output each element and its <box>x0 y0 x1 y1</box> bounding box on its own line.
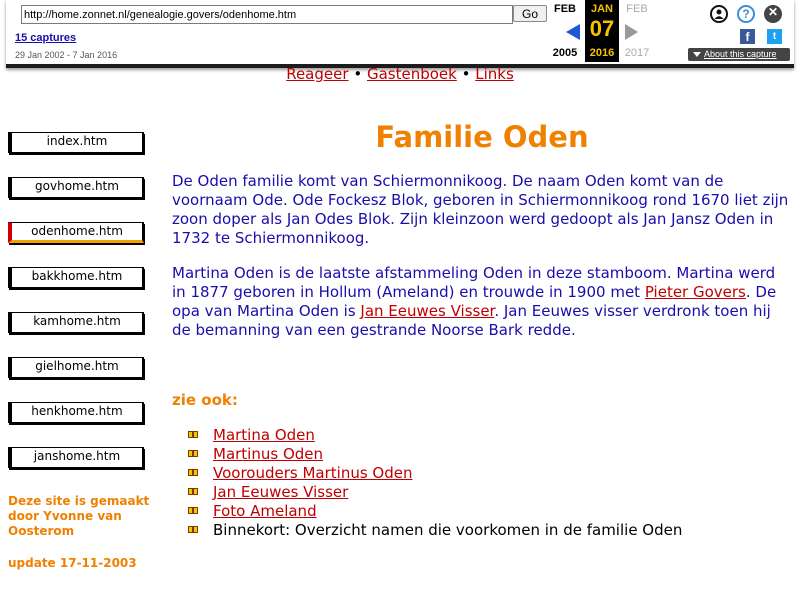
link-jan-eeuwes-visser[interactable]: Jan Eeuwes Visser <box>360 302 495 320</box>
prev-month: FEB <box>554 3 576 15</box>
sidebar-button-bakkhome[interactable]: bakkhome.htm <box>8 267 144 288</box>
coming-soon-text: Binnekort: Overzicht namen die voorkomen in de familie Oden <box>213 521 683 539</box>
sidebar-button-henkhome[interactable]: henkhome.htm <box>8 402 144 423</box>
capture-date-range: 29 Jan 2002 - 7 Jan 2016 <box>15 50 118 60</box>
chevron-down-icon <box>693 52 701 57</box>
bullet-icon <box>188 431 198 438</box>
sidebar-button-index[interactable]: index.htm <box>8 132 144 153</box>
paragraph-text: Martina Oden is de laatste afstammeling Oden in deze stamboom. Martina werd in 1877 geboren in Hollum (Ameland) en trouwde in 1900 met <box>172 264 776 301</box>
prev-arrow-icon[interactable] <box>566 24 580 40</box>
list-item <box>188 521 682 540</box>
paragraph-text: . De opa van Martina Oden is <box>172 283 777 320</box>
paragraph-text: . Jan Eeuwes visser verdronk toen hij de bemanning van een gestrande Noorse Bark redde. <box>172 302 771 339</box>
intro-paragraph: De Oden familie komt van Schiermonnikoog. De naam Oden komt van de voornaam Ode. Ode Fockesz Blok, geboren in Schiermonnikoog rond 1670 liet zijn zoon doper als Jan Odes Blok. Zijn kleinzoon werd gedoopt als Jan Jansz Oden in 1732 te Schiermonnikoog. <box>172 172 789 247</box>
help-icon[interactable]: ? <box>737 5 755 23</box>
about-capture-label: About this capture <box>704 49 777 59</box>
page-title: Familie Oden <box>375 120 589 154</box>
next-year: 2017 <box>624 47 650 59</box>
nav-link-links[interactable]: Links <box>475 65 514 83</box>
see-also-list <box>188 426 682 540</box>
link-voorouders-martinus-oden[interactable]: Voorouders Martinus Oden <box>213 464 413 482</box>
next-arrow-icon[interactable] <box>625 24 638 40</box>
site-credit: Deze site is gemaakt door Yvonne van Oosterom <box>8 494 150 538</box>
nav-link-gastenboek[interactable]: Gastenboek <box>366 65 457 83</box>
user-icon[interactable] <box>710 5 728 23</box>
nav-separator: • <box>461 65 471 83</box>
current-month: JAN <box>590 3 613 15</box>
list-item <box>188 464 682 483</box>
wayback-toolbar <box>6 0 794 68</box>
link-martinus-oden[interactable]: Martinus Oden <box>213 445 324 463</box>
sidebar-button-gielhome[interactable]: gielhome.htm <box>8 357 144 378</box>
captures-link[interactable]: 15 captures <box>15 32 77 44</box>
update-date: update 17-11-2003 <box>8 556 137 570</box>
bullet-icon <box>188 526 198 533</box>
bullet-icon <box>188 507 198 514</box>
next-month: FEB <box>626 3 648 15</box>
current-capture-column <box>585 0 619 62</box>
link-foto-ameland[interactable]: Foto Ameland <box>213 502 317 520</box>
sidebar-button-janshome[interactable]: janshome.htm <box>8 447 144 468</box>
list-item <box>188 426 682 445</box>
prev-year: 2005 <box>552 47 578 59</box>
nav-link-reageer[interactable]: Reageer <box>286 65 349 83</box>
sidebar-button-govhome[interactable]: govhome.htm <box>8 177 144 198</box>
bullet-icon <box>188 488 198 495</box>
twitter-icon[interactable]: t <box>767 29 782 44</box>
current-day: 07 <box>589 16 615 41</box>
see-also-heading: zie ook: <box>172 391 238 409</box>
list-item <box>188 502 682 521</box>
bullet-icon <box>188 469 198 476</box>
top-nav <box>0 65 800 83</box>
list-item <box>188 445 682 464</box>
sidebar-button-kamhome[interactable]: kamhome.htm <box>8 312 144 333</box>
martina-paragraph <box>172 264 792 340</box>
close-icon[interactable]: ✕ <box>764 5 782 23</box>
sidebar-button-odenhome[interactable]: odenhome.htm <box>8 222 144 243</box>
link-jan-eeuwes-visser-list[interactable]: Jan Eeuwes Visser <box>213 483 349 501</box>
facebook-icon[interactable]: f <box>740 29 755 44</box>
wayback-url-input[interactable] <box>21 5 513 24</box>
go-button[interactable]: Go <box>513 5 547 22</box>
current-year: 2016 <box>589 47 615 59</box>
list-item <box>188 483 682 502</box>
bullet-icon <box>188 450 198 457</box>
nav-separator: • <box>353 65 363 83</box>
about-capture-button[interactable] <box>688 48 790 61</box>
link-pieter-govers[interactable]: Pieter Govers <box>644 283 746 301</box>
link-martina-oden[interactable]: Martina Oden <box>213 426 315 444</box>
